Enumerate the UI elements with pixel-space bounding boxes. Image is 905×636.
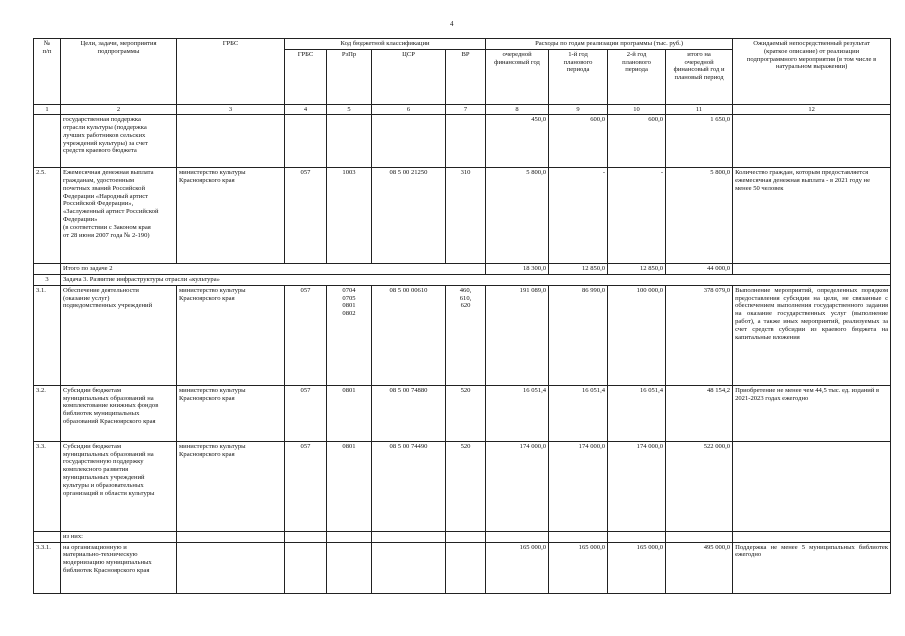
expected-result: Приобретение не менее чем 44,5 тыс. ед. изданий в 2021-2023 годах ежегодно (733, 385, 891, 441)
vr-code: 520 (446, 385, 486, 441)
amount-plan-1: 86 990,0 (549, 285, 608, 385)
header-total: итого на очередной финансовый год и плановый период (666, 49, 733, 104)
table-row (34, 115, 891, 168)
expected-result: Поддержка не менее 5 муниципальных библиотек ежегодно (733, 542, 891, 593)
amount-plan-1: 600,0 (549, 115, 608, 168)
header-current-year: очередной финансовый год (486, 49, 549, 104)
goal-text: Обеспечение деятельности (оказание услуг) подведомственных учреждений (61, 285, 177, 385)
header-budget-code: Код бюджетной классификации (285, 39, 486, 50)
csr-code: 08 5 00 00610 (372, 285, 446, 385)
vr-code: 310 (446, 168, 486, 264)
amount-current: 18 300,0 (486, 264, 549, 275)
page-number: 4 (450, 20, 454, 28)
amount-current: 191 089,0 (486, 285, 549, 385)
grbs-code: 057 (285, 168, 327, 264)
amount-plan-1: 12 850,0 (549, 264, 608, 275)
csr-code: 08 5 00 74490 (372, 441, 446, 531)
rzpr-code: 0801 (327, 385, 372, 441)
column-number: 1 (34, 104, 61, 115)
header-plan-year-2: 2-й год планового периода (608, 49, 666, 104)
row-number: 3.3.1. (34, 542, 61, 593)
goal-text: государственная поддержка отрасли культуры (поддержка лучших работников сельских учреждений культуры) за счет средств краевого бюджета (61, 115, 177, 168)
table-row (34, 531, 891, 542)
table-row (34, 168, 891, 264)
rzpr-code: 0801 (327, 441, 372, 531)
column-number: 4 (285, 104, 327, 115)
grbs-code: 057 (285, 285, 327, 385)
goal-text: Субсидии бюджетам муниципальных образований на комплектование книжных фондов библиотек муниципальных образований Красноярского края (61, 385, 177, 441)
task-row (34, 275, 891, 286)
subtotal-label: Итого по задаче 2 (61, 264, 486, 275)
column-number: 9 (549, 104, 608, 115)
table-row (34, 285, 891, 385)
program-expenses-table (33, 38, 891, 594)
grbs-name: министерство культуры Красноярского края (177, 285, 285, 385)
header-goals: Цели, задачи, мероприятия подпрограммы (61, 39, 177, 105)
csr-code: 08 5 00 21250 (372, 168, 446, 264)
column-number: 7 (446, 104, 486, 115)
grbs-code: 057 (285, 385, 327, 441)
header-result: Ожидаемый непосредственный результат (краткое описание) от реализации подпрограммного мероприятия (в том числе в натуральном выражении) (733, 39, 891, 105)
table-row (34, 542, 891, 593)
amount-total: 495 000,0 (666, 542, 733, 593)
amount-total: 48 154,2 (666, 385, 733, 441)
goal-text: Субсидии бюджетам муниципальных образований на государственную поддержку комплексного развития муниципальных учреждений культуры и образовательных организаций в области культуры (61, 441, 177, 531)
amount-total: 522 000,0 (666, 441, 733, 531)
amount-total: 5 800,0 (666, 168, 733, 264)
expected-result: Количество граждан, которым предоставляется ежемесячная денежная выплата - в 2021 году не менее 50 человек (733, 168, 891, 264)
amount-plan-2: 16 051,4 (608, 385, 666, 441)
grbs-code: 057 (285, 441, 327, 531)
header-expenses: Расходы по годам реализации программы (тыс. руб.) (486, 39, 733, 50)
grbs-name: министерство культуры Красноярского края (177, 168, 285, 264)
amount-plan-2: 174 000,0 (608, 441, 666, 531)
header-grbs-code: ГРБС (285, 49, 327, 104)
amount-plan-2: 12 850,0 (608, 264, 666, 275)
amount-plan-1: - (549, 168, 608, 264)
rzpr-code: 0704 0705 0801 0802 (327, 285, 372, 385)
expected-result: Выполнение мероприятий, определенных порядком предоставления субсидии на цели, не связанные с обеспечением выполнения государственного задания на оказание государственных услуг (выполнение работ), а также иных мероприятий, реализуемых за счет средств субсидии из краевого бюджета на капитальные вложения (733, 285, 891, 385)
header-no: № п/п (34, 39, 61, 105)
row-number: 3.1. (34, 285, 61, 385)
column-numbers-row (34, 104, 891, 115)
column-number: 11 (666, 104, 733, 115)
header-plan-year-1: 1-й год планового периода (549, 49, 608, 104)
csr-code: 08 5 00 74880 (372, 385, 446, 441)
row-number: 2.5. (34, 168, 61, 264)
row-number: 3 (34, 275, 61, 286)
amount-total: 1 650,0 (666, 115, 733, 168)
column-number: 10 (608, 104, 666, 115)
amount-plan-1: 16 051,4 (549, 385, 608, 441)
header-rzpr: РзПр (327, 49, 372, 104)
amount-plan-2: 100 000,0 (608, 285, 666, 385)
column-number: 5 (327, 104, 372, 115)
column-number: 3 (177, 104, 285, 115)
amount-plan-2: 600,0 (608, 115, 666, 168)
grbs-name: министерство культуры Красноярского края (177, 385, 285, 441)
table-row (34, 441, 891, 531)
header-grbs: ГРБС (177, 39, 285, 105)
grbs-name: министерство культуры Красноярского края (177, 441, 285, 531)
amount-current: 16 051,4 (486, 385, 549, 441)
of-them-label: из них: (61, 531, 177, 542)
row-number: 3.2. (34, 385, 61, 441)
task-title: Задача 3. Развитие инфраструктуры отрасли «культура» (61, 275, 891, 286)
column-number: 12 (733, 104, 891, 115)
header-csr: ЦСР (372, 49, 446, 104)
header-vr: ВР (446, 49, 486, 104)
amount-current: 174 000,0 (486, 441, 549, 531)
amount-plan-2: 165 000,0 (608, 542, 666, 593)
goal-text: Ежемесячная денежная выплата гражданам, удостоенным почетных званий Российской Федерации «Народный артист Российской Федерации», «Заслуженный артист Российской Федерации» (в соответствии с Законом края от 28 июня 2007 года № 2-190) (61, 168, 177, 264)
column-number: 2 (61, 104, 177, 115)
column-number: 8 (486, 104, 549, 115)
vr-code: 460, 610, 620 (446, 285, 486, 385)
expected-result (733, 441, 891, 531)
amount-plan-1: 165 000,0 (549, 542, 608, 593)
amount-total: 44 000,0 (666, 264, 733, 275)
goal-text: на организационную и материально-техническую модернизацию муниципальных библиотек Красноярского края (61, 542, 177, 593)
row-number: 3.3. (34, 441, 61, 531)
amount-plan-1: 174 000,0 (549, 441, 608, 531)
amount-total: 378 079,0 (666, 285, 733, 385)
amount-plan-2: - (608, 168, 666, 264)
amount-current: 165 000,0 (486, 542, 549, 593)
table-row (34, 385, 891, 441)
rzpr-code: 1003 (327, 168, 372, 264)
vr-code: 520 (446, 441, 486, 531)
column-number: 6 (372, 104, 446, 115)
amount-current: 450,0 (486, 115, 549, 168)
subtotal-row (34, 264, 891, 275)
amount-current: 5 800,0 (486, 168, 549, 264)
